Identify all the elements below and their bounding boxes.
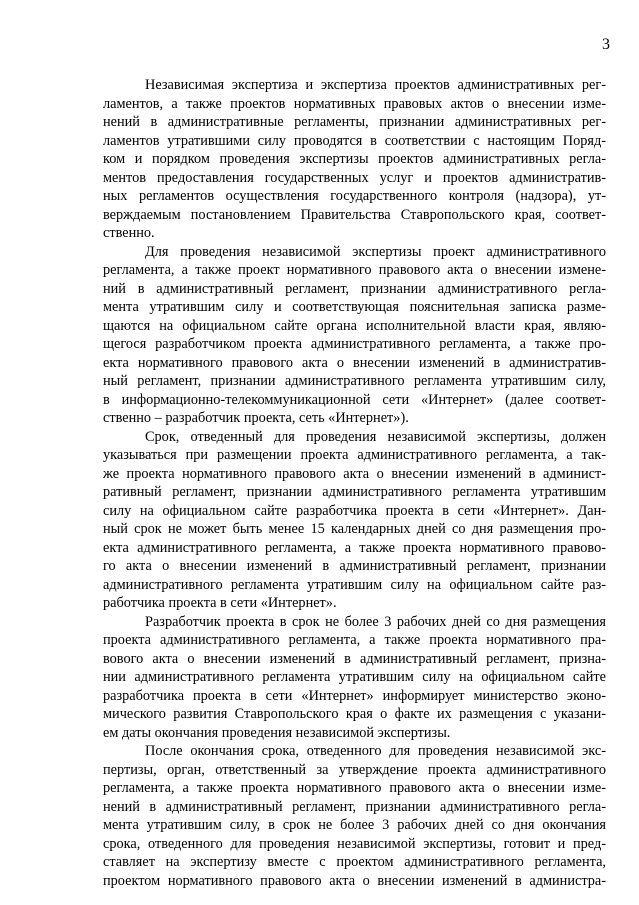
text-line: Для проведения независимой экспертизы проект административного [145, 243, 606, 260]
paragraph [103, 76, 606, 243]
text-line: нений в административный регламент, признании административного регла- [103, 798, 606, 815]
page-number: 3 [602, 36, 610, 53]
text-line: нений в административные регламенты, признании административных рег- [103, 114, 606, 130]
text-line: екта административного регламента, а также проекта нормативного правово- [103, 539, 606, 556]
text-line: срока, отведенного для проведения независимой экспертизы, готовит и пред- [103, 835, 606, 852]
text-line: разработчика проекта в сети «Интернет» информирует министерство эконо- [103, 687, 606, 704]
text-line: Срок, отведенный для проведения независимой экспертизы, должен [145, 428, 606, 445]
document-body [103, 76, 606, 890]
text-line: екта нормативного правового акта о внесении изменений в административ- [103, 354, 606, 371]
text-line: силу на официальном сайте разработчика проекта в сети «Интернет». Дан- [103, 502, 606, 519]
paragraph [103, 613, 606, 743]
text-line: ных регламентов осуществления государственного контроля (надзора), ут- [103, 188, 606, 204]
text-line: работчика проекта в сети «Интернет». [103, 595, 337, 611]
text-line: ственно. [103, 225, 155, 241]
text-line: мического развития Ставропольского края о факте их размещения с указани- [103, 706, 606, 722]
text-line: вового акта о внесении изменений в административный регламент, призна- [103, 650, 606, 667]
paragraph [103, 428, 606, 613]
text-line: мента утратившим силу и соответствующая пояснительная записка разме- [103, 299, 606, 315]
text-line: ративный регламент, признании административного регламента утратившим [103, 484, 606, 500]
text-line: ный срок не может быть менее 15 календарных дней со дня размещения про- [103, 521, 606, 537]
text-line: ментов предоставления государственных услуг и проектов административ- [103, 169, 606, 186]
text-line: регламента, а также проект нормативного правового акта о внесении измене- [103, 262, 606, 278]
text-line: ламентов утратившими силу проводятся в соответствии с настоящим Поряд- [103, 132, 606, 149]
text-line: регламента, а также проекта нормативного правового акта о внесении изме- [103, 780, 606, 796]
text-line: пертизы, орган, ответственный за утверждение проекта административного [103, 761, 606, 778]
text-line: ставляет на экспертизу вместе с проектом административного регламента, [103, 854, 606, 870]
text-line: Независимая экспертиза и экспертиза проектов административных рег- [145, 77, 606, 93]
text-line: ламентов, а также проектов нормативных правовых актов о внесении изме- [103, 95, 606, 112]
paragraph [103, 243, 606, 428]
text-line: Разработчик проекта в срок не более 3 рабочих дней со дня размещения [145, 613, 606, 630]
text-line: ем даты окончания проведения независимой экспертизы. [103, 724, 451, 741]
text-line: ний в административный регламент, признании административного регла- [103, 280, 606, 297]
text-line: нии административного регламента утратившим силу на официальном сайте [103, 669, 606, 685]
text-line: проекта административного регламента, а также проекта нормативного пра- [103, 632, 606, 648]
text-line: административного регламента утратившим силу на официальном сайте раз- [103, 576, 606, 593]
text-line: проектом нормативного правового акта о внесении изменений в администра- [103, 872, 606, 889]
text-line: мента утратившим силу, в срок не более 3 рабочих дней со дня окончания [103, 817, 606, 833]
text-line: го акта о внесении изменений в административный регламент, признании [103, 558, 606, 574]
text-line: же проекта нормативного правового акта о внесении изменений в админист- [103, 465, 606, 482]
text-line: указываться при размещении проекта административного регламента, а так- [103, 447, 606, 463]
text-line: ственно – разработчик проекта, сеть «Интернет»). [103, 410, 409, 426]
text-line: ком и порядком проведения экспертизы проектов административных регла- [103, 151, 606, 167]
text-line: в информационно-телекоммуникационной сети «Интернет» (далее соответ- [103, 391, 606, 408]
text-line: щегося разработчиком проекта административного регламента, а также про- [103, 336, 606, 352]
paragraph [103, 742, 606, 890]
text-line: После окончания срока, отведенного для проведения независимой экс- [145, 743, 606, 759]
text-line: щаются на официальном сайте органа исполнительной власти края, являю- [103, 317, 606, 334]
text-line: верждаемым постановлением Правительства Ставропольского края, соответ- [103, 206, 606, 223]
text-line: ный регламент, признании административного регламента утратившим силу, [103, 373, 606, 389]
